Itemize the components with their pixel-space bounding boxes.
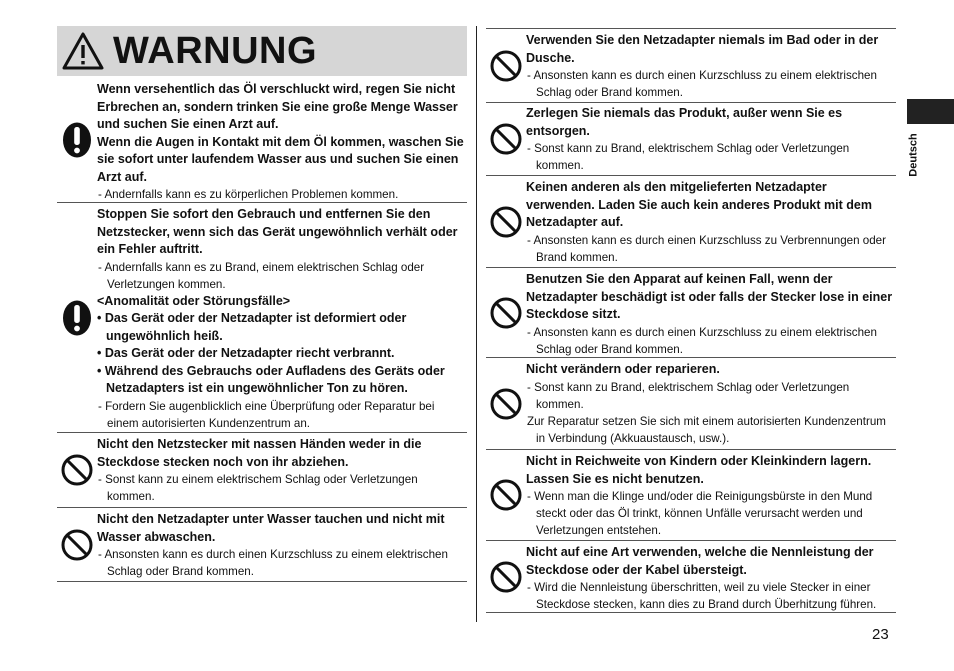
warning-note: - Andernfalls kann es zu Brand, einem elektrischen Schlag oder Verletzungen kommen. [98,260,425,291]
prohibition-icon [57,508,97,581]
section-text [97,203,467,432]
warning-section [486,28,896,103]
warning-section [486,450,896,541]
warning-heading: <Anomalität oder Störungsfälle> [97,293,291,308]
warning-section [57,203,467,433]
bullet-item: • Das Gerät oder der Netzadapter riecht verbrannt. [97,346,395,360]
warning-heading: Nicht in Reichweite von Kindern oder Kleinkindern lagern. Lassen Sie es nicht benutzen. [526,454,872,486]
prohibition-icon [486,541,526,612]
exclamation-icon [57,78,97,202]
warning-section [486,102,896,176]
warning-note: - Sonst kann zu einem elektrischem Schlag oder Verletzungen kommen. [98,473,418,503]
prohibition-icon [486,450,526,540]
section-text [526,102,896,175]
warning-section [486,541,896,613]
warning-heading: Nicht auf eine Art verwenden, welche die Nennleistung der Steckdose oder der Kabel übersteigt. [526,545,874,577]
warning-heading: Wenn versehentlich das Öl verschluckt wird, regen Sie nicht Erbrechen an, sondern trinken Sie eine große Menge Wasser und suchen Sie einen Arzt auf. [97,82,458,131]
warning-heading: Wenn die Augen in Kontakt mit dem Öl kommen, waschen Sie sie sofort unter laufendem Wasser aus und suchen Sie einen Arzt auf. [97,134,464,184]
warning-note: - Fordern Sie augenblicklich eine Überprüfung oder Reparatur bei einem autorisierten Kundenzentrum an. [98,399,435,430]
column-divider [476,26,477,622]
warning-note: - Wird die Nennleistung überschritten, weil zu viele Stecker in einer Steckdose stecken, kann dies zu Brand durch Überhitzung führen. [527,581,877,611]
warning-section [486,176,896,268]
section-text [526,541,896,612]
exclamation-icon [57,203,97,432]
section-text [97,508,467,581]
prohibition-icon [486,29,526,102]
warning-heading: Keinen anderen als den mitgelieferten Netzadapter verwenden. Laden Sie auch kein anderes Produkt mit dem Netzadapter auf. [526,180,872,229]
warning-heading: Stoppen Sie sofort den Gebrauch und entfernen Sie den Netzstecker, wenn sich das Gerät ungewöhnlich verhält oder ein Fehler auftritt. [97,207,458,256]
page-number: 23 [872,626,889,643]
warning-note: - Ansonsten kann es durch einen Kurzschluss zu einem elektrischen Schlag oder Brand kommen. [527,325,877,356]
section-text [526,268,896,357]
page-title: WARNUNG [113,29,318,72]
warning-banner [57,26,467,76]
warning-note: - Andernfalls kann es zu körperlichen Problemen kommen. [98,188,399,201]
warning-heading: Nicht den Netzadapter unter Wasser tauchen und nicht mit Wasser abwaschen. [97,512,445,544]
warning-section [57,78,467,203]
bullet-item: • Während des Gebrauchs oder Aufladens des Geräts oder Netzadapters ist ein ungewöhnlicher Ton zu hören. [97,363,445,395]
section-text [526,450,896,540]
warning-heading: Zerlegen Sie niemals das Produkt, außer wenn Sie es entsorgen. [526,106,843,138]
section-text [97,433,467,507]
warning-note: - Ansonsten kann es durch einen Kurzschluss zu einem elektrischen Schlag oder Brand kommen. [527,69,877,99]
warning-note: - Ansonsten kann es durch einen Kurzschluss zu Verbrennungen oder Brand kommen. [527,233,886,264]
warning-heading: Benutzen Sie den Apparat auf keinen Fall, wenn der Netzadapter beschädigt ist oder falls der Stecker lose in einer Steckdose sitzt. [526,272,893,321]
section-text [526,29,896,102]
warning-heading: Nicht den Netzstecker mit nassen Händen weder in die Steckdose stecken noch von ihr abziehen. [97,437,422,469]
prohibition-icon [57,433,97,507]
warning-note: - Sonst kann zu Brand, elektrischem Schlag oder Verletzungen kommen. [527,142,850,172]
prohibition-icon [486,358,526,449]
warning-note: - Ansonsten kann es durch einen Kurzschluss zu einem elektrischen Schlag oder Brand kommen. [98,548,448,578]
warning-note: - Wenn man die Klinge und/oder die Reinigungsbürste in den Mund steckt oder das Öl trinkt, können Unfälle verursacht werden und Verletzungen entstehen. [527,490,873,537]
warning-note: - Sonst kann zu Brand, elektrischem Schlag oder Verletzungen kommen. [527,380,850,411]
bullet-item: • Das Gerät oder der Netzadapter ist deformiert oder ungewöhnlich heiß. [97,311,407,343]
language-label: Deutsch [908,133,920,177]
prohibition-icon [486,268,526,357]
language-tab-marker [907,99,954,124]
warning-section [57,508,467,582]
section-text [526,358,896,449]
warning-section [57,433,467,508]
warning-heading: Verwenden Sie den Netzadapter niemals im Bad oder in der Dusche. [526,33,879,65]
section-text [526,176,896,267]
warning-section [486,358,896,450]
warning-section [486,268,896,358]
section-text [97,78,467,202]
warning-heading: Nicht verändern oder reparieren. [526,362,720,376]
prohibition-icon [486,102,526,175]
warning-triangle-icon [61,31,105,71]
prohibition-icon [486,176,526,267]
warning-note: Zur Reparatur setzen Sie sich mit einem autorisierten Kundenzentrum in Verbindung (Akkuaustausch, usw.). [527,414,886,445]
